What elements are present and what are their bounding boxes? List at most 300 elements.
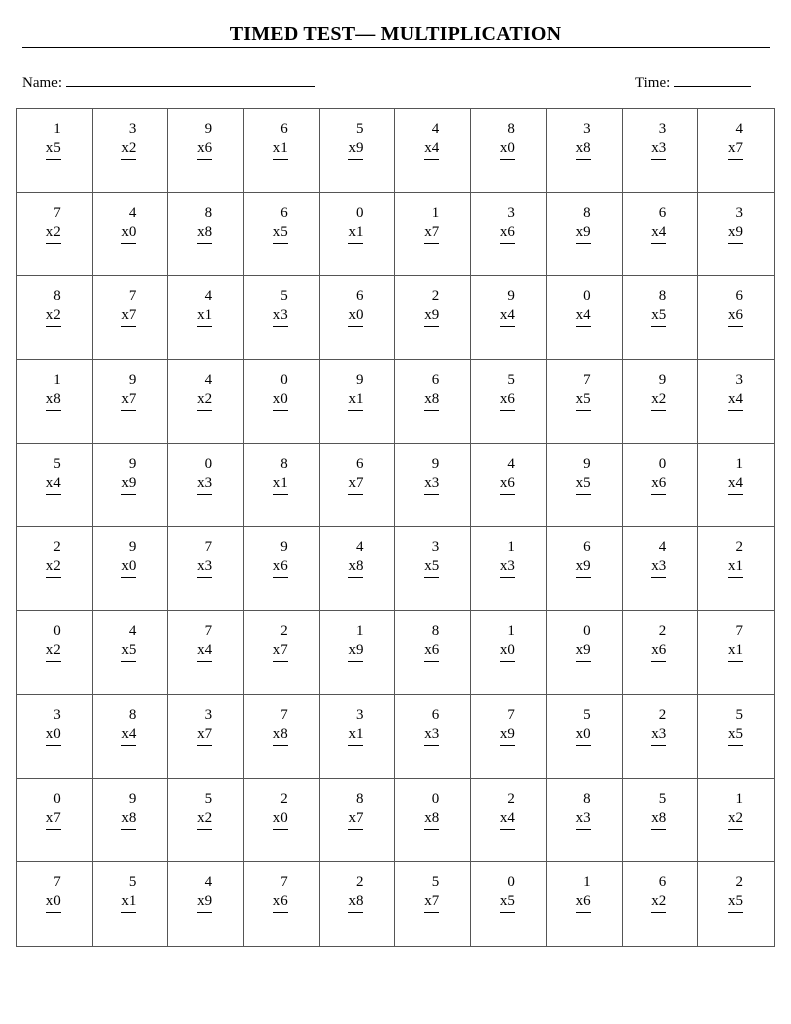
problem-multiplicand: 4 [204, 372, 213, 389]
problem-cell [471, 276, 547, 360]
problem-multiplicand: 9 [431, 455, 440, 472]
problem-multiplier: x3 [424, 725, 439, 746]
problem-multiplicand: 1 [735, 455, 743, 472]
multiplication-problem [197, 455, 212, 495]
problem-cell [320, 695, 396, 779]
problem-multiplicand: 3 [128, 121, 137, 137]
problem-multiplicand: 0 [507, 874, 515, 891]
problem-multiplicand: 1 [583, 874, 591, 891]
problem-multiplier: x5 [728, 892, 743, 913]
problem-multiplicand: 7 [507, 706, 515, 723]
problem-multiplicand: 6 [658, 204, 667, 221]
multiplication-problem [348, 538, 363, 578]
problem-cell [320, 444, 396, 528]
problem-cell [698, 611, 774, 695]
problem-multiplicand: 1 [507, 539, 515, 556]
problem-cell [471, 193, 547, 277]
multiplication-problem [500, 790, 515, 830]
problem-cell [395, 360, 471, 444]
problem-multiplier: x5 [46, 139, 61, 160]
name-blank-line [66, 74, 315, 87]
multiplication-problem [121, 455, 136, 495]
problem-cell [623, 779, 699, 863]
problem-cell [698, 193, 774, 277]
problem-cell [320, 611, 396, 695]
problem-cell [395, 779, 471, 863]
multiplication-problem [424, 204, 439, 244]
problem-multiplier: x8 [424, 390, 439, 411]
problem-multiplicand: 6 [735, 288, 743, 305]
problem-multiplicand: 1 [507, 623, 515, 640]
problem-multiplicand: 9 [128, 539, 137, 556]
problem-multiplier: x0 [348, 306, 363, 327]
multiplication-problem [121, 538, 136, 578]
time-field [635, 74, 751, 92]
problem-multiplier: x3 [651, 557, 666, 578]
title-divider [22, 47, 770, 48]
problem-multiplier: x9 [348, 641, 363, 662]
problem-multiplier: x9 [197, 892, 212, 913]
multiplication-problem [121, 790, 136, 830]
problem-multiplier: x3 [651, 725, 666, 746]
problem-multiplier: x7 [728, 139, 743, 160]
problem-multiplier: x3 [576, 809, 591, 830]
multiplication-problem [424, 455, 439, 495]
problem-multiplicand: 8 [431, 623, 440, 640]
problem-multiplicand: 2 [735, 539, 743, 556]
problem-multiplier: x1 [348, 223, 363, 244]
problem-multiplier: x0 [576, 725, 591, 746]
problem-cell [471, 360, 547, 444]
problem-cell [17, 779, 93, 863]
problem-multiplicand: 8 [583, 790, 591, 807]
problem-multiplier: x6 [728, 306, 743, 327]
problem-cell [698, 444, 774, 528]
problem-multiplier: x7 [424, 892, 439, 913]
problem-cell [244, 360, 320, 444]
problem-cell [623, 444, 699, 528]
problem-cell [471, 695, 547, 779]
name-label: Name: [22, 75, 62, 91]
problem-multiplier: x1 [348, 725, 363, 746]
problem-multiplicand: 2 [280, 790, 288, 807]
problem-multiplier: x7 [273, 641, 288, 662]
multiplication-problem [500, 287, 515, 327]
problem-multiplier: x8 [273, 725, 288, 746]
problem-multiplicand: 4 [431, 121, 440, 137]
problem-cell [93, 779, 169, 863]
multiplication-problem [348, 120, 363, 160]
problem-grid [16, 108, 775, 947]
multiplication-problem [46, 790, 61, 830]
problem-cell [471, 779, 547, 863]
problem-multiplicand: 5 [507, 372, 515, 389]
problem-multiplier: x5 [500, 892, 515, 913]
problem-cell [471, 862, 547, 946]
problem-cell [168, 193, 244, 277]
problem-multiplicand: 2 [280, 623, 288, 640]
name-field [22, 74, 315, 92]
problem-multiplicand: 8 [658, 288, 667, 305]
problem-cell [93, 527, 169, 611]
problem-multiplier: x6 [424, 641, 439, 662]
multiplication-problem [197, 790, 212, 830]
multiplication-problem [121, 706, 136, 746]
multiplication-problem [121, 371, 136, 411]
problem-multiplicand: 6 [658, 874, 667, 891]
problem-multiplier: x6 [651, 474, 666, 495]
problem-multiplier: x4 [424, 139, 439, 160]
problem-multiplier: x5 [576, 390, 591, 411]
multiplication-problem [197, 538, 212, 578]
multiplication-problem [46, 120, 61, 160]
problem-cell [471, 527, 547, 611]
problem-multiplicand: 3 [735, 204, 743, 221]
problem-multiplier: x4 [728, 474, 743, 495]
problem-cell [244, 109, 320, 193]
problem-multiplier: x0 [121, 223, 136, 244]
problem-multiplier: x8 [348, 892, 363, 913]
multiplication-problem [46, 538, 61, 578]
problem-multiplicand: 4 [658, 539, 667, 556]
problem-cell [320, 779, 396, 863]
problem-cell [395, 527, 471, 611]
problem-multiplicand: 3 [431, 539, 440, 556]
problem-cell [244, 862, 320, 946]
problem-cell [168, 360, 244, 444]
problem-cell [395, 695, 471, 779]
problem-cell [244, 695, 320, 779]
problem-multiplicand: 0 [355, 204, 364, 221]
problem-multiplicand: 9 [280, 539, 288, 556]
problem-multiplier: x2 [197, 390, 212, 411]
problem-multiplier: x5 [121, 641, 136, 662]
problem-cell [17, 193, 93, 277]
problem-multiplier: x0 [46, 725, 61, 746]
multiplication-problem [273, 873, 288, 913]
problem-multiplier: x1 [728, 641, 743, 662]
problem-multiplicand: 5 [53, 455, 61, 472]
problem-cell [623, 360, 699, 444]
multiplication-problem [46, 287, 61, 327]
problem-cell [395, 109, 471, 193]
multiplication-problem [728, 790, 743, 830]
multiplication-problem [651, 790, 666, 830]
problem-multiplicand: 1 [53, 121, 61, 137]
multiplication-problem [500, 706, 515, 746]
multiplication-problem [348, 287, 363, 327]
problem-multiplicand: 6 [280, 204, 288, 221]
problem-multiplicand: 2 [658, 623, 667, 640]
problem-cell [93, 360, 169, 444]
problem-multiplier: x0 [500, 641, 515, 662]
multiplication-problem [273, 538, 288, 578]
problem-cell [623, 695, 699, 779]
multiplication-problem [576, 120, 591, 160]
problem-multiplicand: 8 [583, 204, 591, 221]
problem-cell [698, 276, 774, 360]
problem-multiplier: x9 [424, 306, 439, 327]
problem-cell [471, 611, 547, 695]
problem-multiplier: x1 [273, 474, 288, 495]
multiplication-problem [348, 371, 363, 411]
problem-multiplicand: 7 [204, 539, 213, 556]
multiplication-problem [500, 455, 515, 495]
multiplication-problem [728, 371, 743, 411]
problem-multiplier: x4 [500, 809, 515, 830]
multiplication-problem [651, 287, 666, 327]
multiplication-problem [651, 120, 666, 160]
problem-multiplicand: 7 [280, 874, 288, 891]
problem-multiplicand: 4 [204, 288, 213, 305]
multiplication-problem [46, 371, 61, 411]
problem-cell [320, 862, 396, 946]
problem-multiplicand: 6 [355, 455, 364, 472]
problem-cell [395, 862, 471, 946]
problem-multiplier: x8 [46, 390, 61, 411]
problem-cell [244, 527, 320, 611]
multiplication-problem [273, 371, 288, 411]
problem-multiplicand: 0 [583, 288, 591, 305]
multiplication-problem [348, 873, 363, 913]
multiplication-problem [576, 371, 591, 411]
multiplication-problem [424, 120, 439, 160]
multiplication-problem [424, 622, 439, 662]
problem-multiplicand: 3 [583, 121, 591, 137]
problem-multiplier: x2 [46, 223, 61, 244]
multiplication-problem [348, 622, 363, 662]
problem-multiplicand: 9 [355, 372, 364, 389]
problem-cell [17, 527, 93, 611]
problem-multiplicand: 7 [204, 623, 213, 640]
problem-multiplier: x1 [121, 892, 136, 913]
multiplication-problem [348, 790, 363, 830]
problem-cell [547, 862, 623, 946]
multiplication-problem [424, 873, 439, 913]
problem-cell [168, 276, 244, 360]
problem-multiplier: x6 [273, 892, 288, 913]
problem-multiplicand: 4 [128, 623, 137, 640]
problem-multiplier: x6 [273, 557, 288, 578]
multiplication-problem [576, 706, 591, 746]
multiplication-problem [576, 622, 591, 662]
problem-cell [93, 276, 169, 360]
problem-multiplicand: 7 [280, 706, 288, 723]
problem-cell [698, 695, 774, 779]
problem-cell [244, 611, 320, 695]
problem-multiplier: x2 [121, 139, 136, 160]
problem-cell [320, 527, 396, 611]
problem-cell [320, 193, 396, 277]
problem-cell [547, 193, 623, 277]
problem-multiplicand: 7 [583, 372, 591, 389]
problem-multiplier: x2 [651, 892, 666, 913]
multiplication-problem [121, 204, 136, 244]
problem-multiplier: x2 [197, 809, 212, 830]
problem-multiplier: x9 [576, 557, 591, 578]
problem-multiplier: x5 [728, 725, 743, 746]
multiplication-problem [424, 706, 439, 746]
problem-cell [623, 193, 699, 277]
problem-multiplicand: 3 [735, 372, 743, 389]
problem-multiplicand: 2 [355, 874, 364, 891]
problem-multiplicand: 0 [204, 455, 213, 472]
multiplication-problem [651, 706, 666, 746]
problem-cell [698, 779, 774, 863]
problem-cell [623, 862, 699, 946]
problem-multiplicand: 0 [431, 790, 440, 807]
multiplication-problem [273, 287, 288, 327]
problem-cell [17, 276, 93, 360]
problem-multiplicand: 1 [735, 790, 743, 807]
problem-cell [93, 695, 169, 779]
multiplication-problem [273, 706, 288, 746]
problem-multiplicand: 9 [128, 372, 137, 389]
problem-cell [471, 444, 547, 528]
problem-cell [547, 360, 623, 444]
problem-multiplier: x7 [46, 809, 61, 830]
problem-multiplier: x0 [273, 390, 288, 411]
problem-multiplicand: 8 [128, 706, 137, 723]
problem-multiplier: x0 [46, 892, 61, 913]
problem-multiplier: x9 [121, 474, 136, 495]
problem-cell [623, 109, 699, 193]
problem-multiplier: x3 [197, 474, 212, 495]
problem-multiplier: x4 [651, 223, 666, 244]
problem-cell [17, 109, 93, 193]
multiplication-problem [728, 204, 743, 244]
multiplication-problem [728, 287, 743, 327]
problem-cell [93, 193, 169, 277]
problem-cell [623, 276, 699, 360]
problem-multiplicand: 9 [128, 455, 137, 472]
problem-multiplier: x4 [46, 474, 61, 495]
problem-multiplicand: 6 [431, 706, 440, 723]
problem-multiplier: x5 [576, 474, 591, 495]
problem-multiplier: x4 [197, 641, 212, 662]
problem-cell [168, 862, 244, 946]
problem-cell [244, 193, 320, 277]
multiplication-problem [500, 120, 515, 160]
problem-multiplier: x6 [651, 641, 666, 662]
time-label: Time: [635, 75, 671, 91]
multiplication-problem [121, 622, 136, 662]
problem-cell [320, 360, 396, 444]
problem-multiplier: x2 [46, 557, 61, 578]
multiplication-problem [273, 204, 288, 244]
page-title: TIMED TEST— MULTIPLICATION [229, 23, 562, 45]
multiplication-problem [197, 204, 212, 244]
problem-multiplicand: 9 [583, 455, 591, 472]
problem-cell [547, 527, 623, 611]
problem-multiplicand: 6 [355, 288, 364, 305]
problem-cell [244, 276, 320, 360]
problem-multiplicand: 4 [355, 539, 364, 556]
problem-cell [93, 444, 169, 528]
multiplication-problem [500, 622, 515, 662]
problem-multiplier: x5 [273, 223, 288, 244]
problem-multiplicand: 4 [507, 455, 515, 472]
problem-multiplicand: 5 [735, 706, 743, 723]
multiplication-problem [348, 204, 363, 244]
problem-cell [168, 527, 244, 611]
problem-cell [93, 862, 169, 946]
problem-cell [547, 695, 623, 779]
multiplication-problem [197, 622, 212, 662]
multiplication-problem [500, 371, 515, 411]
problem-multiplicand: 4 [128, 204, 137, 221]
problem-multiplier: x0 [500, 139, 515, 160]
problem-multiplier: x5 [424, 557, 439, 578]
problem-multiplier: x5 [651, 306, 666, 327]
multiplication-problem [576, 287, 591, 327]
multiplication-problem [46, 622, 61, 662]
problem-cell [395, 276, 471, 360]
multiplication-problem [651, 204, 666, 244]
problem-multiplicand: 0 [280, 372, 288, 389]
problem-multiplier: x8 [651, 809, 666, 830]
problem-multiplicand: 5 [128, 874, 137, 891]
problem-cell [17, 695, 93, 779]
problem-multiplicand: 6 [431, 372, 440, 389]
problem-multiplicand: 1 [53, 372, 61, 389]
multiplication-problem [197, 371, 212, 411]
multiplication-problem [424, 287, 439, 327]
problem-multiplicand: 2 [431, 288, 440, 305]
problem-multiplier: x9 [576, 641, 591, 662]
problem-multiplier: x7 [121, 390, 136, 411]
problem-cell [623, 527, 699, 611]
problem-cell [17, 360, 93, 444]
problem-multiplicand: 5 [658, 790, 667, 807]
problem-multiplicand: 6 [280, 121, 288, 137]
problem-cell [547, 109, 623, 193]
multiplication-problem [576, 455, 591, 495]
problem-multiplier: x8 [197, 223, 212, 244]
problem-cell [168, 109, 244, 193]
multiplication-problem [121, 287, 136, 327]
problem-multiplicand: 9 [507, 288, 515, 305]
problem-multiplier: x0 [121, 557, 136, 578]
problem-cell [168, 444, 244, 528]
multiplication-problem [348, 455, 363, 495]
problem-multiplier: x1 [197, 306, 212, 327]
problem-multiplicand: 0 [53, 790, 61, 807]
problem-multiplicand: 8 [53, 288, 61, 305]
multiplication-problem [728, 706, 743, 746]
problem-multiplier: x2 [651, 390, 666, 411]
problem-cell [547, 611, 623, 695]
problem-multiplicand: 9 [128, 790, 137, 807]
problem-cell [471, 109, 547, 193]
problem-multiplicand: 5 [431, 874, 440, 891]
problem-multiplier: x3 [424, 474, 439, 495]
problem-multiplier: x6 [500, 223, 515, 244]
problem-multiplicand: 2 [507, 790, 515, 807]
problem-multiplicand: 0 [658, 455, 667, 472]
multiplication-problem [273, 120, 288, 160]
problem-multiplicand: 7 [53, 874, 61, 891]
problem-cell [168, 611, 244, 695]
multiplication-problem [46, 204, 61, 244]
problem-multiplicand: 8 [280, 455, 288, 472]
multiplication-problem [46, 873, 61, 913]
problem-cell [395, 611, 471, 695]
problem-multiplier: x3 [273, 306, 288, 327]
problem-multiplier: x3 [500, 557, 515, 578]
multiplication-problem [46, 706, 61, 746]
multiplication-problem [651, 622, 666, 662]
